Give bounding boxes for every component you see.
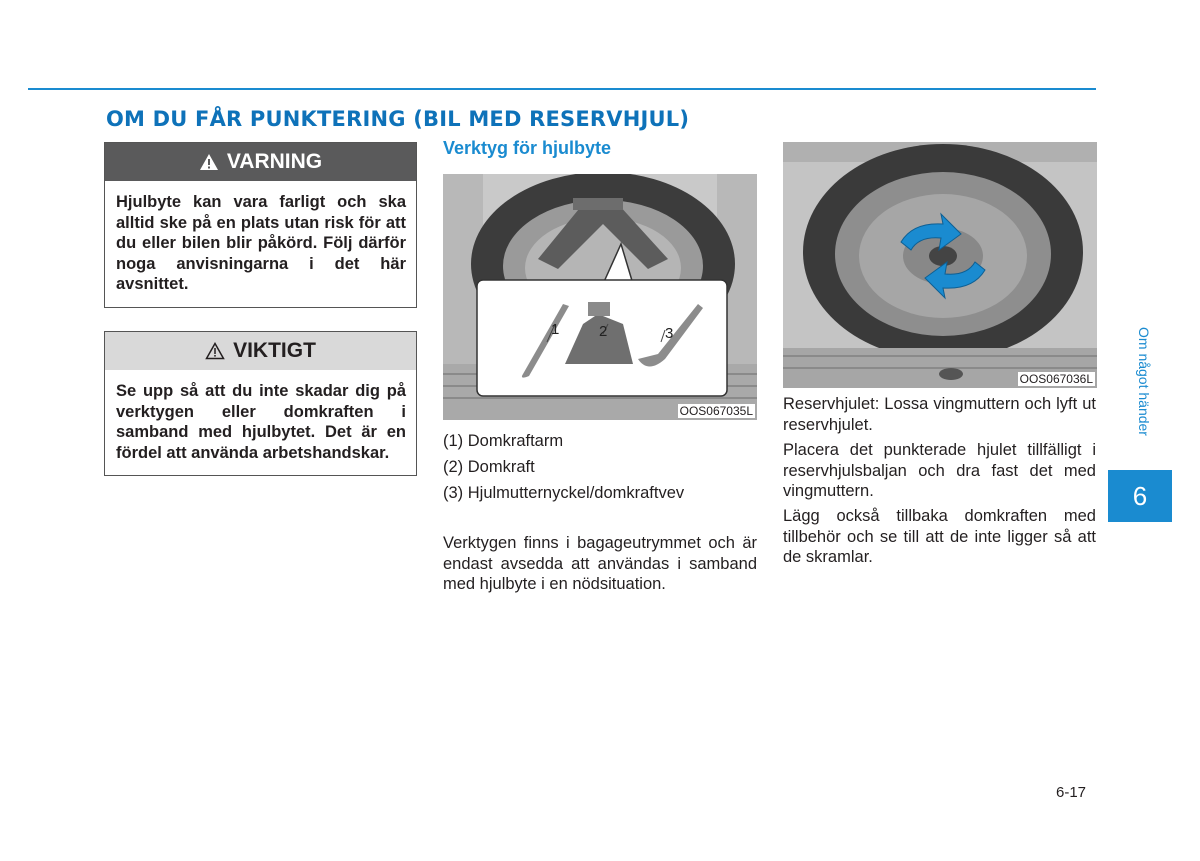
warning-header — [105, 143, 416, 181]
page-number: 6-17 — [1056, 784, 1087, 801]
chapter-side-label: Om något händer — [1136, 327, 1152, 436]
spare-image-code: OOS067036L — [1019, 372, 1093, 386]
tools-heading: Verktyg för hjulbyte — [443, 138, 612, 158]
notice-title: VIKTIGT — [233, 339, 316, 362]
tools-list-item-2: (2) Domkraft — [443, 458, 535, 476]
caution-triangle-icon — [205, 342, 225, 360]
tools-list-item-1: (1) Domkraftarm — [443, 432, 564, 450]
notice-header — [105, 332, 416, 370]
tools-image — [443, 174, 757, 420]
top-rule — [28, 88, 1096, 90]
warning-title: VARNING — [226, 150, 323, 173]
spare-wheel-image — [783, 142, 1097, 388]
chapter-tab: 6 — [1108, 470, 1172, 522]
tools-paragraph: Verktygen finns i bagageutrymmet och är endast avsedda att användas i samband med hjulbyte i en nödsituation. — [443, 534, 757, 593]
tools-image-code: OOS067035L — [679, 404, 753, 418]
tools-column — [443, 138, 757, 159]
notice-text: Se upp så att du inte skadar dig på verktygen eller domkraften i samband med hjulbytet. Det är en fördel att använda arbetshandskar. — [116, 382, 406, 462]
spare-paragraph-2: Placera det punkterade hjulet tillfälligt i reservhjulsbaljan och dra fast det med vingmuttern. — [783, 441, 1096, 500]
trunk-tools-illustration — [443, 174, 757, 420]
spare-paragraph-3: Lägg också tillbaka domkraften med tillbehör och se till att de inte ligger så att de skramlar. — [783, 507, 1096, 566]
spare-wheel-illustration — [783, 142, 1097, 388]
callout-1-label: 1 — [551, 321, 560, 338]
warning-triangle-icon — [199, 153, 219, 171]
callout-2-label: 2 — [599, 323, 608, 340]
notice-box — [104, 331, 417, 476]
tools-list-item-3: (3) Hjulmutternyckel/domkraftvev — [443, 484, 685, 502]
spare-paragraph-1: Reservhjulet: Lossa vingmuttern och lyft ut reservhjulet. — [783, 395, 1096, 434]
callout-3-label: 3 — [665, 325, 674, 342]
warning-box — [104, 142, 417, 308]
warning-text: Hjulbyte kan vara farligt och ska alltid ske på en plats utan risk för att du eller bilen blir påkörd. Följ därför noga anvisningarna i det här avsnittet. — [116, 193, 406, 293]
section-title: OM DU FÅR PUNKTERING (BIL MED RESERVHJUL) — [106, 107, 690, 131]
